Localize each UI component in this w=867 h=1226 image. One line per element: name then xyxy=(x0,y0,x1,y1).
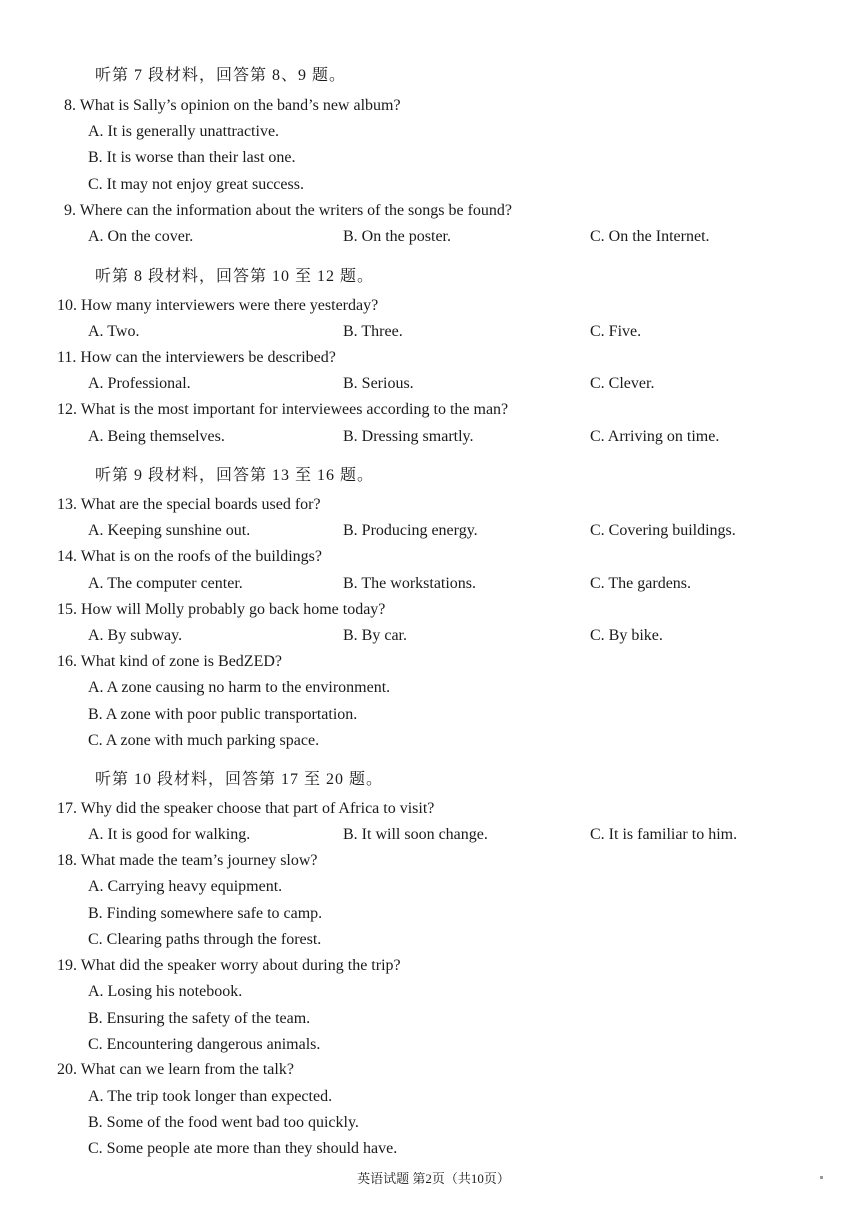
option-a: A. Professional. xyxy=(88,375,191,392)
question-16 xyxy=(57,652,282,672)
option-b: B. Some of the food went bad too quickly. xyxy=(88,1114,359,1131)
question-number: 9. xyxy=(64,202,76,219)
option-a: A. Carrying heavy equipment. xyxy=(88,878,283,895)
question-number: 18. xyxy=(57,852,77,869)
option-a: A. Two. xyxy=(88,323,140,340)
option-a: A. It is generally unattractive. xyxy=(88,123,280,140)
scan-dot xyxy=(820,1176,823,1179)
question-text: What kind of zone is BedZED? xyxy=(80,653,282,670)
question-19 xyxy=(57,956,401,976)
option-c: C. The gardens. xyxy=(590,575,692,592)
question-number: 11. xyxy=(57,349,77,366)
question-18 xyxy=(57,851,318,871)
option-c: C. Some people ate more than they should have. xyxy=(88,1140,398,1157)
question-text: What made the team’s journey slow? xyxy=(80,852,318,869)
question-text: How will Molly probably go back home today? xyxy=(81,601,386,618)
question-number: 16. xyxy=(57,653,77,670)
question-number: 13. xyxy=(57,496,77,513)
option-a: A. Being themselves. xyxy=(88,428,225,445)
question-text: What is on the roofs of the buildings? xyxy=(80,548,323,565)
option-a: A. The trip took longer than expected. xyxy=(88,1088,333,1105)
option-c: C. On the Internet. xyxy=(590,228,710,245)
section-heading: 听第 10 段材料，回答第 17 至 20 题。 xyxy=(95,771,384,788)
option-b: B. Serious. xyxy=(343,375,414,392)
question-text: What is the most important for interviewees according to the man? xyxy=(80,401,509,418)
option-b: B. Finding somewhere safe to camp. xyxy=(88,905,323,922)
question-text: What can we learn from the talk? xyxy=(80,1061,294,1078)
question-11 xyxy=(57,348,336,368)
option-b: B. On the poster. xyxy=(343,228,451,245)
option-c: C. Five. xyxy=(590,323,642,340)
question-14 xyxy=(57,547,322,567)
option-c: C. By bike. xyxy=(590,627,663,644)
question-text: What is Sally’s opinion on the band’s new album? xyxy=(79,97,401,114)
section-heading: 听第 7 段材料，回答第 8、9 题。 xyxy=(95,67,347,84)
question-10 xyxy=(57,296,378,316)
question-12 xyxy=(57,400,508,420)
section-heading: 听第 9 段材料，回答第 13 至 16 题。 xyxy=(95,467,375,484)
option-b: B. A zone with poor public transportation. xyxy=(88,706,358,723)
question-9 xyxy=(64,201,512,221)
question-number: 10. xyxy=(57,297,77,314)
option-b: B. It will soon change. xyxy=(343,826,488,843)
question-number: 17. xyxy=(57,800,77,817)
option-c: C. Covering buildings. xyxy=(590,522,736,539)
option-a: A. A zone causing no harm to the environment. xyxy=(88,679,391,696)
question-17 xyxy=(57,799,434,819)
option-b: B. The workstations. xyxy=(343,575,477,592)
option-a: A. By subway. xyxy=(88,627,183,644)
option-b: B. Ensuring the safety of the team. xyxy=(88,1010,311,1027)
option-a: A. Losing his notebook. xyxy=(88,983,243,1000)
question-text: Where can the information about the writers of the songs be found? xyxy=(79,202,513,219)
question-number: 12. xyxy=(57,401,77,418)
option-c: C. Clearing paths through the forest. xyxy=(88,931,322,948)
option-c: C. A zone with much parking space. xyxy=(88,732,320,749)
question-number: 19. xyxy=(57,957,77,974)
question-number: 8. xyxy=(64,97,76,114)
option-c: C. Clever. xyxy=(590,375,655,392)
option-b: B. Producing energy. xyxy=(343,522,478,539)
question-number: 15. xyxy=(57,601,77,618)
option-a: A. The computer center. xyxy=(88,575,243,592)
question-number: 20. xyxy=(57,1061,77,1078)
question-text: How can the interviewers be described? xyxy=(80,349,336,366)
option-c: C. Arriving on time. xyxy=(590,428,720,445)
option-a: A. It is good for walking. xyxy=(88,826,251,843)
page-footer: 英语试题 第2页（共10页） xyxy=(357,1171,510,1186)
question-number: 14. xyxy=(57,548,77,565)
question-8 xyxy=(64,96,401,116)
option-a: A. Keeping sunshine out. xyxy=(88,522,251,539)
option-c: C. It may not enjoy great success. xyxy=(88,176,304,193)
question-15 xyxy=(57,600,385,620)
option-c: C. Encountering dangerous animals. xyxy=(88,1036,321,1053)
option-a: A. On the cover. xyxy=(88,228,194,245)
question-text: How many interviewers were there yesterday? xyxy=(81,297,379,314)
question-20 xyxy=(57,1060,294,1080)
question-text: What are the special boards used for? xyxy=(80,496,321,513)
option-b: B. It is worse than their last one. xyxy=(88,149,296,166)
question-text: What did the speaker worry about during the trip? xyxy=(80,957,401,974)
question-text: Why did the speaker choose that part of Africa to visit? xyxy=(80,800,435,817)
option-b: B. Three. xyxy=(343,323,403,340)
option-c: C. It is familiar to him. xyxy=(590,826,738,843)
question-13 xyxy=(57,495,321,515)
option-b: B. Dressing smartly. xyxy=(343,428,474,445)
section-heading: 听第 8 段材料，回答第 10 至 12 题。 xyxy=(95,268,375,285)
option-b: B. By car. xyxy=(343,627,407,644)
